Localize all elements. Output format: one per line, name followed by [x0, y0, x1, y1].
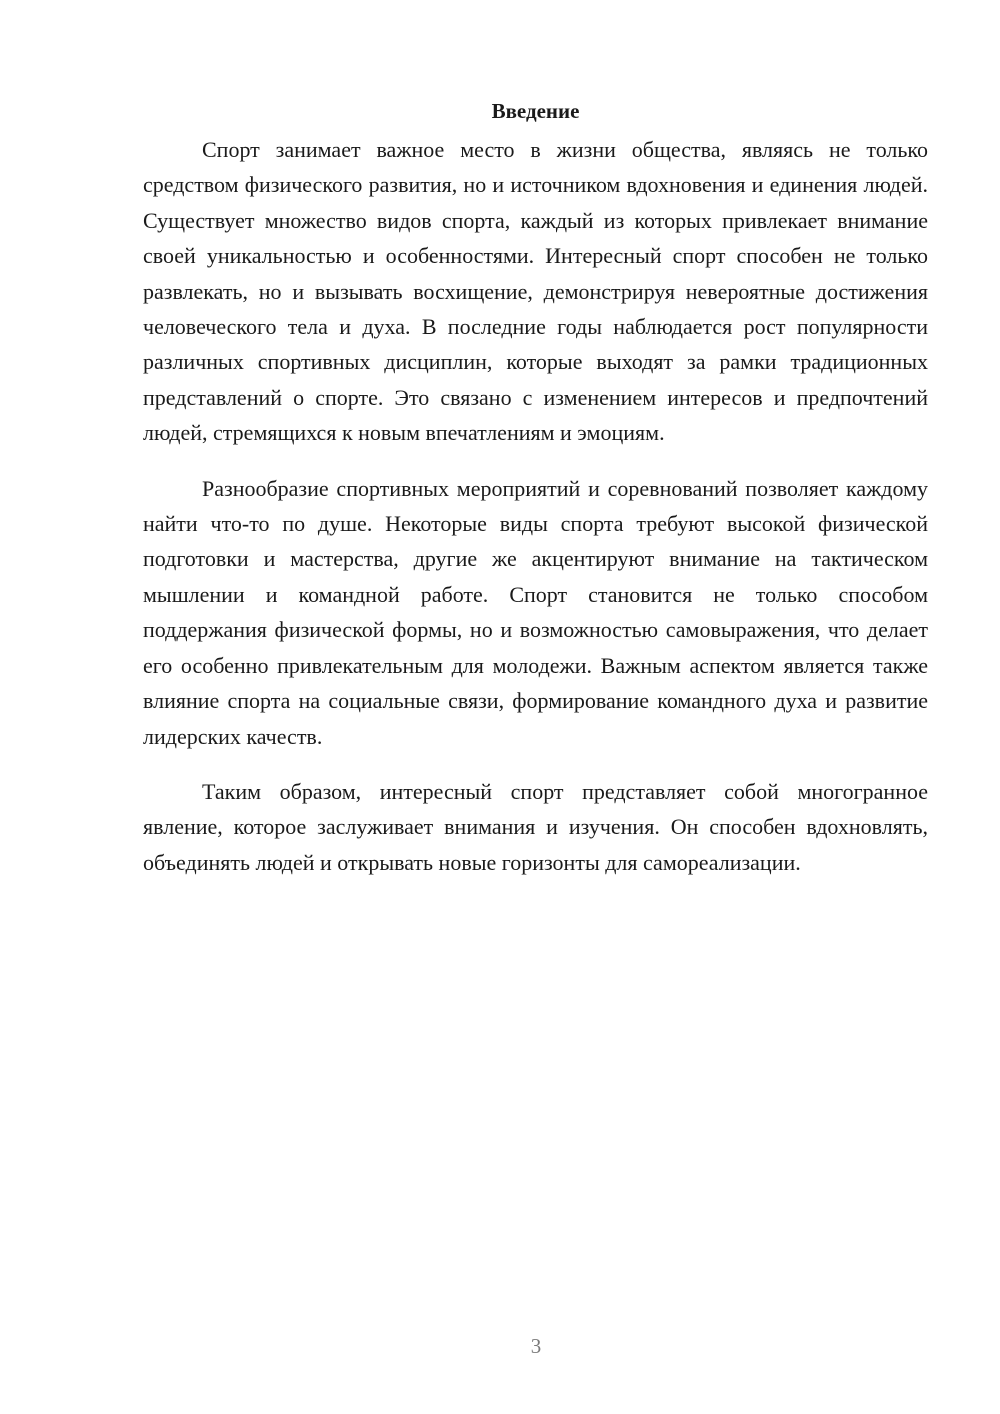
paragraph-3: Таким образом, интересный спорт представляет собой многогранное явление, которое заслуживает внимания и изучения. Он способен вдохновлять, объединять людей и открывать новые горизонты для самореализации. — [143, 778, 928, 875]
section-title: Введение — [491, 99, 580, 123]
page-number: 3 — [530, 1334, 542, 1358]
paragraph-1: Спорт занимает важное место в жизни общества, являясь не только средством физического развития, но и источником вдохновения и единения людей. Существует множество видов спорта, каждый из которых привлекает внимание своей уникальностью и особенностями. Интересный спорт способен не только развлекать, но и вызывать восхищение, демонстрируя невероятные достижения человеческого тела и духа. В последние годы наблюдается рост популярности различных спортивных дисциплин, которые выходят за рамки традиционных представлений о спорте. Это связано с изменением интересов и предпочтений людей, стремящихся к новым впечатлениям и эмоциям. — [143, 137, 928, 446]
paragraph-2: Разнообразие спортивных мероприятий и соревнований позволяет каждому найти что-то по душе. Некоторые виды спорта требуют высокой физической подготовки и мастерства, другие же акцентируют внимание на тактическом мышлении и командной работе. Спорт становится не только способом поддержания физической формы, но и возможностью самовыражения, что делает его особенно привлекательным для молодежи. Важным аспектом является также влияние спорта на социальные связи, формирование командного духа и развитие лидерских качеств. — [143, 475, 928, 749]
page-content — [143, 94, 928, 900]
